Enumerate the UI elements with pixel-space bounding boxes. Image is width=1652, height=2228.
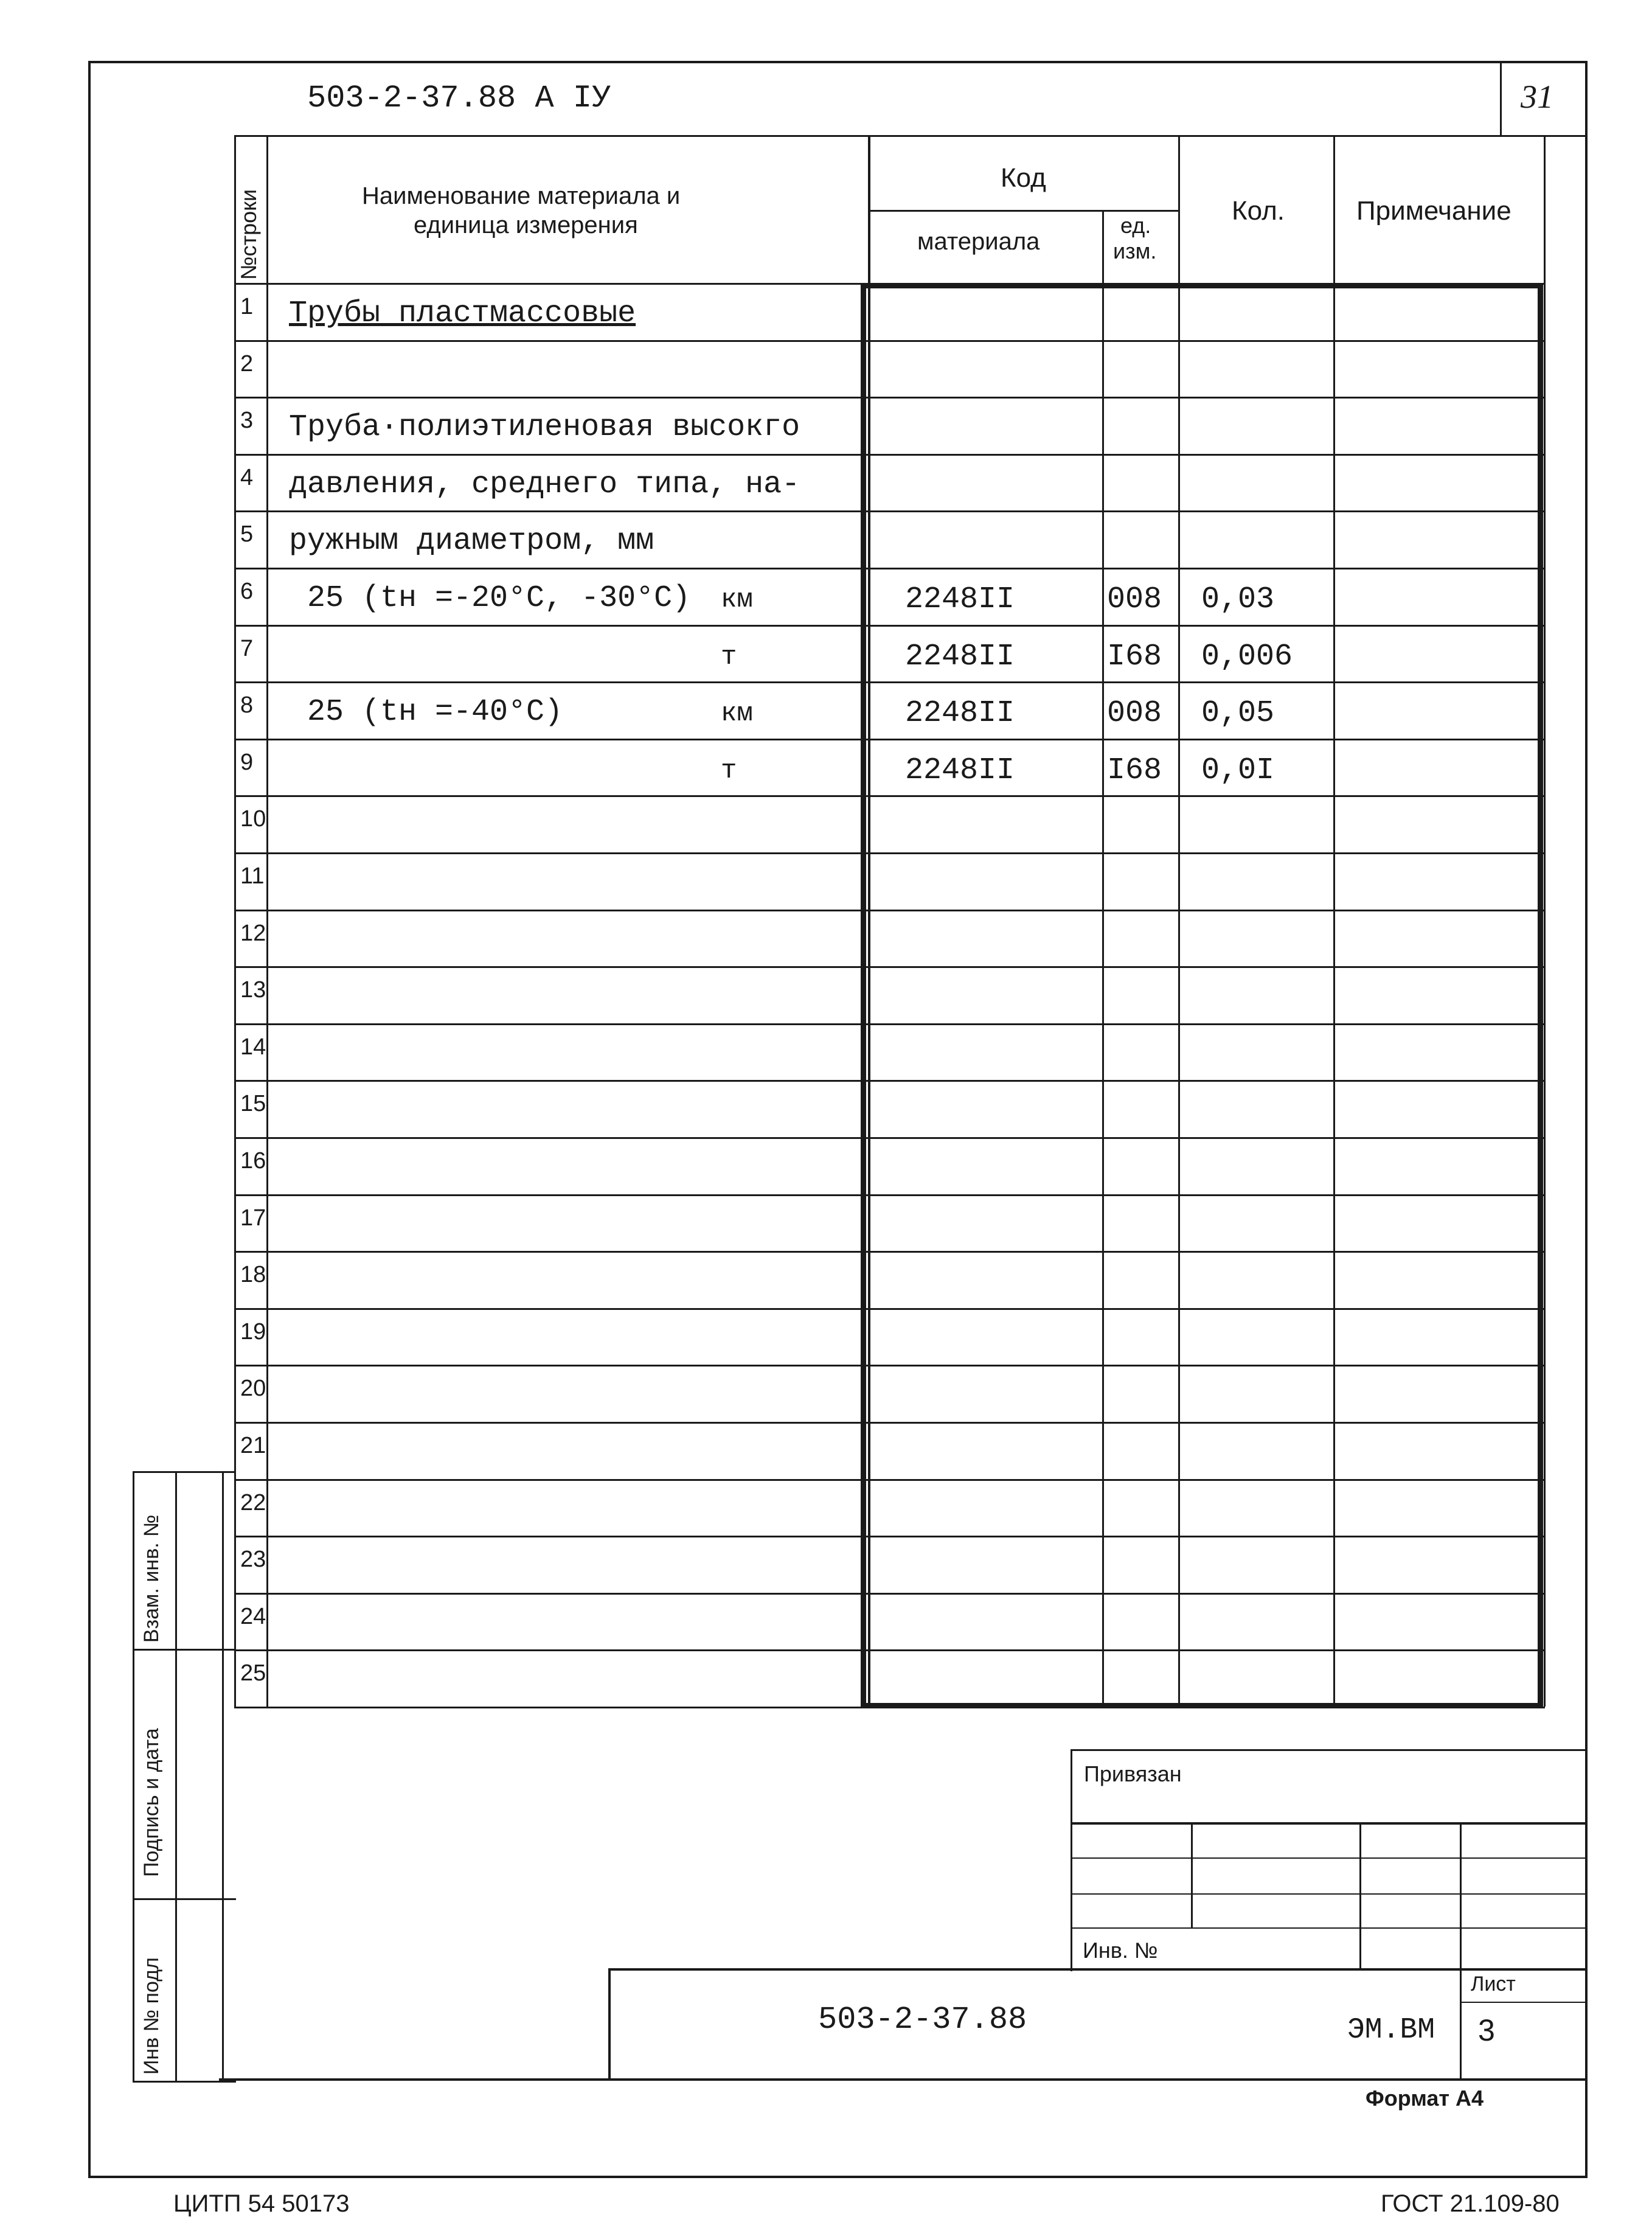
row-number: 19 xyxy=(240,1318,266,1345)
row-unit-code: I68 xyxy=(1107,639,1162,674)
row-number: 22 xyxy=(240,1489,266,1516)
frame-bottom xyxy=(88,2176,1588,2178)
row-line-11 xyxy=(234,910,1545,911)
row-line-15 xyxy=(234,1137,1545,1139)
stamp-inv-no: Инв. № xyxy=(1083,1938,1158,1963)
col-name-divider xyxy=(266,135,268,1707)
col-material-divider xyxy=(868,135,870,1707)
row-unit-code: 008 xyxy=(1107,696,1162,731)
row-number: 5 xyxy=(240,521,254,548)
stamp-v3 xyxy=(1460,1824,1462,2078)
row-number: 18 xyxy=(240,1262,266,1288)
side-strip-left xyxy=(133,1471,134,2083)
frame-top xyxy=(88,61,1588,63)
page-number: 31 xyxy=(1521,78,1553,115)
frame-right xyxy=(1585,61,1588,2178)
row-line-18 xyxy=(234,1308,1545,1310)
row-name: 25 (tн =-40°С) xyxy=(307,695,563,730)
footer-left: ЦИТП 54 50173 xyxy=(173,2190,350,2217)
row-unit-label: т xyxy=(721,641,737,672)
row-number: 3 xyxy=(240,408,254,434)
row-line-4 xyxy=(234,510,1545,512)
header-code-subline xyxy=(868,210,1178,212)
row-line-1 xyxy=(234,340,1545,342)
row-line-6 xyxy=(234,625,1545,627)
header-unit-1: ед. xyxy=(1120,213,1151,238)
row-unit-code: I68 xyxy=(1107,753,1162,788)
row-number: 11 xyxy=(240,863,265,889)
stamp-doc-code: 503-2-37.88 xyxy=(818,2002,1027,2038)
stamp-left xyxy=(1071,1749,1072,1971)
row-unit-label: т xyxy=(721,755,737,786)
row-number: 7 xyxy=(240,635,254,661)
row-number: 13 xyxy=(240,977,266,1003)
header-bottom-line xyxy=(234,135,1585,137)
row-line-10 xyxy=(234,852,1545,854)
row-name: 25 (tн =-20°С, -30°С) xyxy=(307,581,691,616)
row-line-23 xyxy=(234,1593,1545,1595)
header-code: Код xyxy=(1001,163,1046,193)
row-number: 2 xyxy=(240,350,254,377)
row-quantity: 0,05 xyxy=(1201,696,1275,731)
frame-left xyxy=(88,61,91,2178)
stamp-mark: ЭМ.ВМ xyxy=(1347,2014,1435,2047)
row-unit-label: км xyxy=(721,698,753,729)
row-line-14 xyxy=(234,1080,1545,1082)
heavy-frame-right xyxy=(1538,283,1543,1707)
row-quantity: 0,0I xyxy=(1201,753,1275,788)
row-unit-code: 008 xyxy=(1107,582,1162,617)
row-number: 16 xyxy=(240,1148,266,1174)
stamp-h2 xyxy=(1071,1857,1588,1859)
row-number: 21 xyxy=(240,1433,266,1458)
row-unit-label: км xyxy=(721,585,753,615)
row-line-16 xyxy=(234,1194,1545,1196)
row-line-22 xyxy=(234,1536,1545,1537)
row-line-5 xyxy=(234,568,1545,569)
title-block-top xyxy=(608,1968,1588,1971)
header-bottom xyxy=(234,283,1545,285)
col-note-divider xyxy=(1333,135,1335,1707)
row-line-13 xyxy=(234,1023,1545,1025)
col-unit-divider xyxy=(1102,210,1104,1707)
row-line-17 xyxy=(234,1251,1545,1253)
title-block-bottom xyxy=(219,2078,1588,2081)
header-note: Примечание xyxy=(1356,196,1511,226)
footer-right: ГОСТ 21.109-80 xyxy=(1381,2190,1560,2217)
side-strip-top xyxy=(133,1471,236,1473)
side-label-vzam: Взам. инв. № xyxy=(140,1514,163,1643)
row-material-code: 2248II xyxy=(905,696,1015,731)
side-strip-bottom xyxy=(133,2081,236,2083)
row-material-code: 2248II xyxy=(905,639,1015,674)
stamp-sheet-number: 3 xyxy=(1478,2013,1495,2047)
header-material: материала xyxy=(917,228,1040,255)
side-strip-div2 xyxy=(133,1898,236,1900)
row-number: 15 xyxy=(240,1091,266,1117)
row-quantity: 0,006 xyxy=(1201,639,1293,674)
row-quantity: 0,03 xyxy=(1201,582,1275,617)
row-number: 9 xyxy=(240,749,254,775)
row-line-2 xyxy=(234,397,1545,399)
row-number: 24 xyxy=(240,1603,266,1629)
side-label-inv: Инв № подл xyxy=(140,1957,163,2075)
side-strip-div1 xyxy=(133,1649,236,1651)
stamp-h4 xyxy=(1071,1927,1588,1929)
side-strip-mid xyxy=(175,1471,177,2083)
side-label-podpis: Подпись и дата xyxy=(140,1728,163,1877)
stamp-h1 xyxy=(1071,1822,1588,1825)
row-number: 23 xyxy=(240,1547,266,1573)
stamp-privyazan: Привязан xyxy=(1084,1761,1182,1786)
heavy-frame-left xyxy=(861,283,866,1707)
row-line-25 xyxy=(234,1707,1545,1708)
row-line-24 xyxy=(234,1649,1545,1651)
stamp-top xyxy=(1071,1749,1588,1751)
sheet-label-line xyxy=(1460,2002,1588,2003)
header-qty: Кол. xyxy=(1232,196,1285,226)
row-material-code: 2248II xyxy=(905,582,1015,617)
header-row-number: №строки xyxy=(236,189,261,280)
row-name: Труба·полиэтиленовая высокго xyxy=(289,410,800,445)
row-number: 12 xyxy=(240,920,266,946)
row-number: 14 xyxy=(240,1034,266,1060)
row-line-19 xyxy=(234,1365,1545,1366)
row-number: 1 xyxy=(240,294,254,319)
header-name-line2: единица измерения xyxy=(414,212,638,238)
row-material-code: 2248II xyxy=(905,753,1015,788)
table-right-border xyxy=(1544,135,1546,1707)
row-line-7 xyxy=(234,681,1545,683)
row-number: 4 xyxy=(240,464,254,490)
row-number: 8 xyxy=(240,692,254,719)
doc-code-header: 503-2-37.88 А IУ xyxy=(307,80,611,116)
row-number: 10 xyxy=(240,806,266,832)
format-label: Формат А4 xyxy=(1366,2086,1484,2111)
row-number: 25 xyxy=(240,1660,266,1687)
row-line-3 xyxy=(234,454,1545,456)
col-qty-divider xyxy=(1178,135,1180,1707)
row-line-8 xyxy=(234,739,1545,740)
header-unit-2: изм. xyxy=(1113,238,1157,263)
row-line-12 xyxy=(234,966,1545,968)
row-number: 17 xyxy=(240,1205,266,1231)
header-name-line1: Наименование материала и xyxy=(362,183,681,209)
title-block-left xyxy=(608,1968,611,2081)
row-line-9 xyxy=(234,795,1545,797)
stamp-v1 xyxy=(1191,1824,1193,1927)
stamp-sheet-label: Лист xyxy=(1471,1972,1516,1996)
side-strip-inner-right xyxy=(222,1471,224,2083)
row-number: 20 xyxy=(240,1376,266,1402)
stamp-h3 xyxy=(1071,1893,1588,1895)
row-line-21 xyxy=(234,1479,1545,1481)
stamp-v2 xyxy=(1359,1824,1361,1970)
row-number: 6 xyxy=(240,579,254,604)
row-name: ружным диаметром, мм xyxy=(289,524,654,559)
row-name: давления, среднего типа, на- xyxy=(289,467,800,502)
page-number-divider xyxy=(1500,61,1502,137)
row-line-20 xyxy=(234,1422,1545,1424)
row-name: Трубы пластмассовые xyxy=(289,296,636,331)
